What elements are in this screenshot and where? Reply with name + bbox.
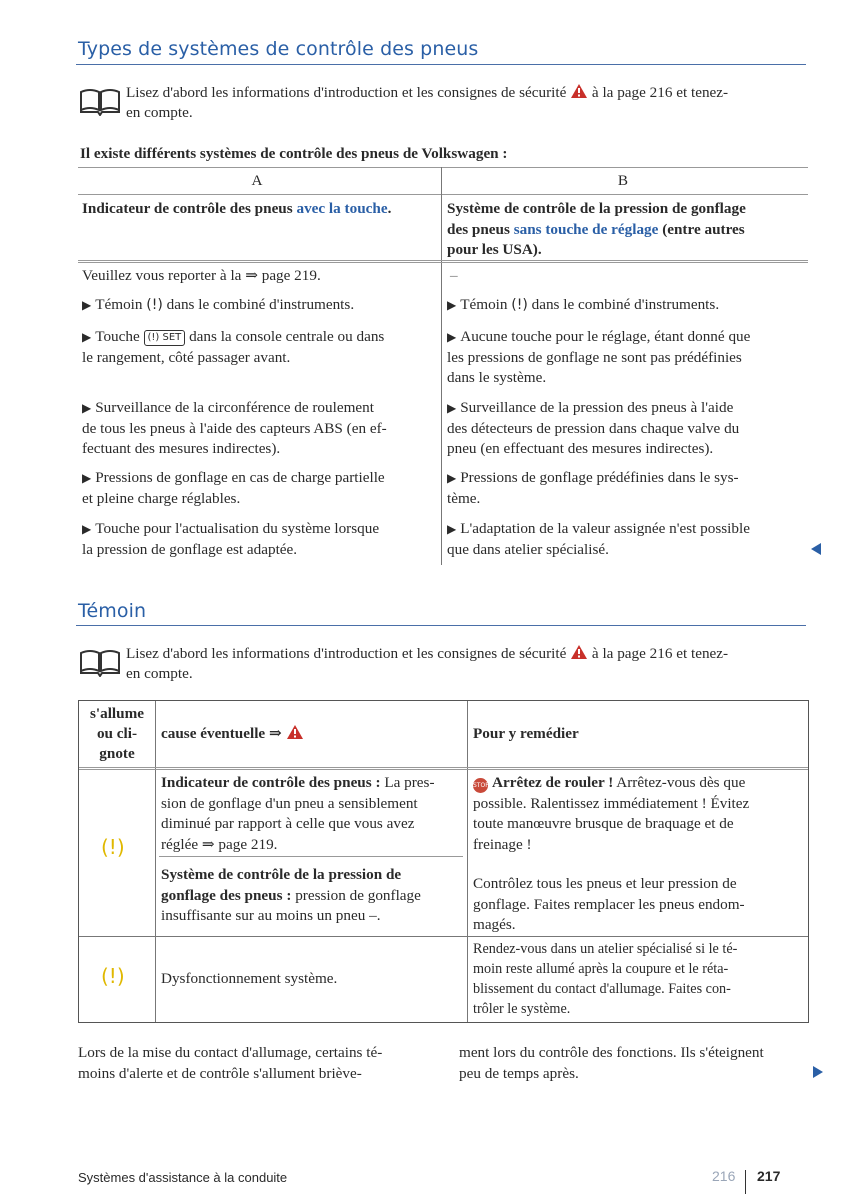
table-rule-top — [78, 167, 808, 168]
body-text-left: Lors de la mise du contact d'allumage, certains té- moins d'alerte et de contrôle s'allument briève- — [78, 1044, 383, 1082]
table-rule-2 — [78, 194, 808, 195]
col-header-remedy: Pour y remédier — [473, 725, 579, 742]
col-header-cause: cause éventuelle ⇒ — [161, 724, 304, 745]
section-title-warning-light: Témoin — [78, 600, 147, 622]
b-item-3: ▶ Surveillance de la pression des pneus à l'aide des détecteurs de pression dans chaque valve du pneu (en effectuant des mesures indirectes). — [447, 399, 740, 457]
warning-light-table — [78, 700, 809, 1023]
intro-text-1: Lisez d'abord les informations d'introduction et les consignes de sécurité à la page 216 et tenez- en compte. — [126, 84, 729, 121]
intro-text-2: Lisez d'abord les informations d'introduction et les consignes de sécurité à la page 216 et tenez- en compte. — [126, 645, 729, 682]
tpms-icon: (!) — [511, 297, 528, 313]
b-item-1: ▶ Témoin (!) dans le combiné d'instruments. — [447, 296, 720, 313]
back-arrow-icon — [810, 542, 822, 556]
b-ref: – — [450, 267, 458, 284]
col-header-lights: s'allume ou cli- gnote — [89, 705, 144, 762]
head-a: Indicateur de contrôle des pneus avec la touche. — [82, 200, 392, 217]
cause-2: Système de contrôle de la pression de gonflage des pneus : pression de gonflage insuffisante sur au moins un pneu –. — [161, 866, 421, 924]
col-b-header: B — [617, 172, 629, 189]
title-rule-2 — [76, 625, 806, 626]
a-item-2: ▶ Touche (!) SET dans la console centrale ou dans le rangement, côté passager avant. — [82, 328, 385, 366]
col-a-header: A — [251, 172, 263, 189]
a-item-1: ▶ Témoin (!) dans le combiné d'instruments. — [82, 296, 355, 313]
tpms-icon: (!) — [101, 835, 125, 859]
body-text-right: ment lors du contrôle des fonctions. Ils s'éteignent peu de temps après. — [459, 1044, 764, 1082]
page-number-right: 217 — [757, 1168, 781, 1184]
b-item-5: ▶ L'adaptation de la valeur assignée n'est possible que dans atelier spécialisé. — [447, 520, 750, 558]
a-item-4: ▶ Pressions de gonflage en cas de charge partielle et pleine charge réglables. — [82, 469, 385, 507]
remedy-2: Contrôlez tous les pneus et leur pression de gonflage. Faites remplacer les pneus endom- magés. — [473, 875, 745, 933]
b-item-2: ▶ Aucune touche pour le réglage, étant donné que les pressions de gonflage ne sont pas prédéfinies dans le système. — [447, 328, 751, 386]
systems-lead: Il existe différents systèmes de contrôle des pneus de Volkswagen : — [80, 145, 508, 162]
a-ref: Veuillez vous reporter à la ⇒ page 219. — [82, 267, 321, 284]
warning-triangle-icon — [286, 724, 304, 740]
tpms-icon: (!) — [101, 964, 125, 988]
tpms-icon: (!) — [146, 297, 163, 313]
remedy-3: Rendez-vous dans un atelier spécialisé si le té- moin reste allumé après la coupure et le réta- blissement du contact d'allumage. Faites con- trôler le système. — [473, 941, 738, 1017]
warning-triangle-icon — [570, 644, 588, 660]
a-item-5: ▶ Touche pour l'actualisation du système lorsque la pression de gonflage est adaptée. — [82, 520, 380, 558]
title-rule — [76, 64, 806, 65]
cause-1: Indicateur de contrôle des pneus : La pres- sion de gonflage d'un pneu a sensiblement diminué par rapport à celle que vous avez réglée ⇒ page 219. — [161, 774, 435, 853]
footer-chapter: Systèmes d'assistance à la conduite — [78, 1170, 288, 1185]
table-divider — [441, 167, 442, 565]
table-rule-3 — [78, 260, 808, 263]
warning-triangle-icon — [570, 83, 588, 99]
book-icon — [78, 647, 122, 677]
remedy-1: STOP Arrêtez de rouler ! Arrêtez-vous dès que possible. Ralentissez immédiatement ! Évitez toute manœuvre brusque de braquage et de freinage ! — [473, 774, 750, 853]
cause-3: Dysfonctionnement système. — [161, 970, 338, 987]
tpms-set-key: (!) SET — [144, 330, 186, 346]
next-arrow-icon — [813, 1065, 823, 1079]
head-b: Système de contrôle de la pression de gonflage des pneus sans touche de réglage (entre autres pour les USA). — [447, 200, 746, 258]
book-icon — [78, 86, 122, 116]
section-title-tire-systems: Types de systèmes de contrôle des pneus — [78, 38, 479, 60]
stop-icon: STOP — [473, 778, 488, 793]
page-number-divider — [745, 1170, 746, 1194]
a-item-3: ▶ Surveillance de la circonférence de roulement de tous les pneus à l'aide des capteurs ABS (en ef- fectuant des mesures indirectes). — [82, 399, 387, 457]
page-number-left: 216 — [712, 1168, 736, 1184]
b-item-4: ▶ Pressions de gonflage prédéfinies dans le sys- tème. — [447, 469, 739, 507]
